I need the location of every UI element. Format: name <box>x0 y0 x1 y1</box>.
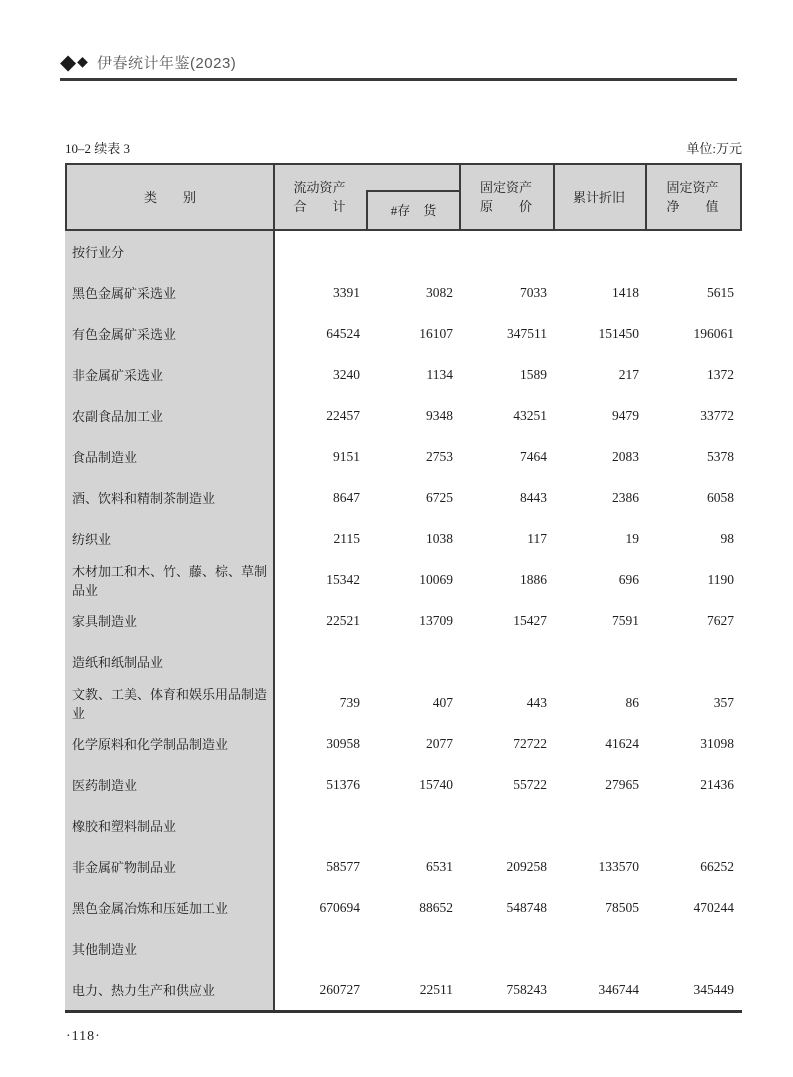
cell-depreciation: 86 <box>625 694 639 710</box>
cell-fixed-net: 470244 <box>693 899 734 915</box>
cell-fixed-net: 5378 <box>707 448 734 464</box>
cell-depreciation: 696 <box>618 571 639 587</box>
table-row <box>65 846 742 887</box>
cell-depreciation: 19 <box>625 530 639 546</box>
cell-fixed-original: 209258 <box>506 858 547 874</box>
table-row <box>65 436 742 477</box>
table-row <box>65 313 742 354</box>
table-row <box>65 641 742 682</box>
yearbook-title: 伊春统计年鉴(2023) <box>96 55 237 72</box>
cell-fixed-original: 443 <box>526 694 547 710</box>
cell-current-assets-total: 15342 <box>326 571 360 587</box>
unit-label: 单位:万元 <box>686 141 742 156</box>
cell-fixed-net: 357 <box>713 694 734 710</box>
brand-bar <box>60 52 737 81</box>
cell-fixed-net: 196061 <box>693 325 734 341</box>
cell-fixed-net: 33772 <box>700 407 734 423</box>
cell-inventory: 1038 <box>426 530 453 546</box>
header-divider <box>459 165 461 229</box>
page-number: ·118· <box>66 1029 101 1044</box>
cell-depreciation: 151450 <box>598 325 639 341</box>
row-label: 医药制造业 <box>65 764 275 805</box>
row-label: 有色金属矿采选业 <box>65 313 275 354</box>
cell-current-assets-total: 22521 <box>326 612 360 628</box>
cell-inventory: 10069 <box>419 571 453 587</box>
table-row <box>65 764 742 805</box>
cell-depreciation: 27965 <box>605 776 639 792</box>
table-row <box>65 272 742 313</box>
header-fixed-net-line2: 净 值 <box>666 199 719 214</box>
cell-fixed-original: 1886 <box>520 571 547 587</box>
table-row <box>65 928 742 969</box>
row-label: 非金属矿采选业 <box>65 354 275 395</box>
cell-inventory: 2753 <box>426 448 453 464</box>
cell-inventory: 15740 <box>419 776 453 792</box>
cell-current-assets-total: 22457 <box>326 407 360 423</box>
diamond-large-icon: ◆ <box>60 50 77 74</box>
table-row <box>65 887 742 928</box>
cell-depreciation: 9479 <box>612 407 639 423</box>
table-row <box>65 723 742 764</box>
cell-current-assets-total: 51376 <box>326 776 360 792</box>
header-current-assets-line1: 流动资产 <box>293 180 346 195</box>
row-label: 食品制造业 <box>65 436 275 477</box>
cell-fixed-net: 31098 <box>700 735 734 751</box>
diamond-small-icon: ◆ <box>77 54 88 70</box>
cell-current-assets-total: 260727 <box>319 981 360 997</box>
cell-fixed-original: 43251 <box>513 407 547 423</box>
header-fixed-original-line1: 固定资产 <box>479 180 532 195</box>
row-label: 黑色金属矿采选业 <box>65 272 275 313</box>
cell-inventory: 1134 <box>426 366 453 382</box>
table-caption-row <box>65 138 742 157</box>
cell-current-assets-total: 8647 <box>333 489 360 505</box>
row-label: 酒、饮料和精制茶制造业 <box>65 477 275 518</box>
cell-fixed-original: 15427 <box>513 612 547 628</box>
table-row <box>65 805 742 846</box>
cell-depreciation: 217 <box>618 366 639 382</box>
row-label: 非金属矿物制品业 <box>65 846 275 887</box>
cell-current-assets-total: 3391 <box>333 284 360 300</box>
cell-inventory: 6725 <box>426 489 453 505</box>
row-label: 文教、工美、体育和娱乐用品制造业 <box>65 682 275 723</box>
cell-inventory: 13709 <box>419 612 453 628</box>
cell-fixed-original: 7464 <box>520 448 547 464</box>
header-divider <box>645 165 647 229</box>
cell-depreciation: 2083 <box>612 448 639 464</box>
cell-inventory: 22511 <box>419 981 453 997</box>
cell-depreciation: 2386 <box>612 489 639 505</box>
statistics-table <box>65 163 742 1013</box>
header-inventory <box>366 190 459 229</box>
row-label: 家具制造业 <box>65 600 275 641</box>
cell-fixed-net: 345449 <box>693 981 734 997</box>
cell-fixed-net: 5615 <box>707 284 734 300</box>
cell-fixed-original: 55722 <box>513 776 547 792</box>
cell-current-assets-total: 2115 <box>333 530 360 546</box>
cell-fixed-original: 347511 <box>507 325 547 341</box>
header-divider <box>553 165 555 229</box>
cell-current-assets-total: 670694 <box>319 899 360 915</box>
header-current-assets-line2: 合 计 <box>293 199 346 214</box>
cell-fixed-original: 117 <box>527 530 547 546</box>
header-depreciation <box>553 165 645 229</box>
table-caption: 10–2 续表 3 <box>65 141 131 156</box>
cell-inventory: 16107 <box>419 325 453 341</box>
row-label: 农副食品加工业 <box>65 395 275 436</box>
cell-inventory: 3082 <box>426 284 453 300</box>
header-category <box>67 165 273 229</box>
cell-fixed-net: 98 <box>720 530 734 546</box>
cell-current-assets-total: 3240 <box>333 366 360 382</box>
header-fixed-net-line1: 固定资产 <box>666 180 719 195</box>
header-fixed-original-line2: 原 价 <box>479 199 532 214</box>
table-row <box>65 395 742 436</box>
header-divider <box>273 165 275 229</box>
table-body <box>65 231 742 1013</box>
row-label: 电力、热力生产和供应业 <box>65 969 275 1010</box>
cell-fixed-net: 7627 <box>707 612 734 628</box>
cell-inventory: 6531 <box>426 858 453 874</box>
cell-depreciation: 346744 <box>598 981 639 997</box>
cell-current-assets-total: 64524 <box>326 325 360 341</box>
table-row <box>65 682 742 723</box>
table-row <box>65 477 742 518</box>
cell-inventory: 2077 <box>426 735 453 751</box>
cell-fixed-original: 8443 <box>520 489 547 505</box>
row-label: 纺织业 <box>65 518 275 559</box>
cell-current-assets-total: 9151 <box>333 448 360 464</box>
header-current-assets <box>273 165 366 229</box>
table-row <box>65 600 742 641</box>
row-label: 橡胶和塑料制品业 <box>65 805 275 846</box>
header-fixed-original <box>459 165 553 229</box>
cell-depreciation: 7591 <box>612 612 639 628</box>
cell-depreciation: 41624 <box>605 735 639 751</box>
cell-fixed-net: 1372 <box>707 366 734 382</box>
row-label: 木材加工和木、竹、藤、棕、草制品业 <box>65 559 275 600</box>
table-header <box>65 163 742 231</box>
header-depreciation-label: 累计折旧 <box>572 189 625 205</box>
cell-depreciation: 78505 <box>605 899 639 915</box>
cell-fixed-net: 1190 <box>707 571 734 587</box>
cell-fixed-original: 548748 <box>506 899 547 915</box>
cell-fixed-original: 7033 <box>520 284 547 300</box>
cell-inventory: 407 <box>432 694 453 710</box>
row-label: 造纸和纸制品业 <box>65 641 275 682</box>
cell-current-assets-total: 30958 <box>326 735 360 751</box>
cell-inventory: 88652 <box>419 899 453 915</box>
table-row <box>65 231 742 272</box>
cell-fixed-original: 72722 <box>513 735 547 751</box>
header-inventory-label: #存 货 <box>390 203 437 218</box>
cell-fixed-net: 6058 <box>707 489 734 505</box>
cell-current-assets-total: 58577 <box>326 858 360 874</box>
row-label: 其他制造业 <box>65 928 275 969</box>
table-row <box>65 969 742 1010</box>
table-row <box>65 518 742 559</box>
table-row <box>65 559 742 600</box>
header-category-label: 类 别 <box>143 189 196 205</box>
cell-depreciation: 1418 <box>612 284 639 300</box>
row-label: 黑色金属冶炼和压延加工业 <box>65 887 275 928</box>
header-fixed-net <box>645 165 740 229</box>
cell-current-assets-total: 739 <box>339 694 360 710</box>
cell-fixed-original: 758243 <box>506 981 547 997</box>
cell-fixed-net: 66252 <box>700 858 734 874</box>
row-label: 化学原料和化学制品制造业 <box>65 723 275 764</box>
cell-fixed-original: 1589 <box>520 366 547 382</box>
cell-fixed-net: 21436 <box>700 776 734 792</box>
row-label: 按行业分 <box>65 231 275 272</box>
cell-inventory: 9348 <box>426 407 453 423</box>
cell-depreciation: 133570 <box>598 858 639 874</box>
table-row <box>65 354 742 395</box>
